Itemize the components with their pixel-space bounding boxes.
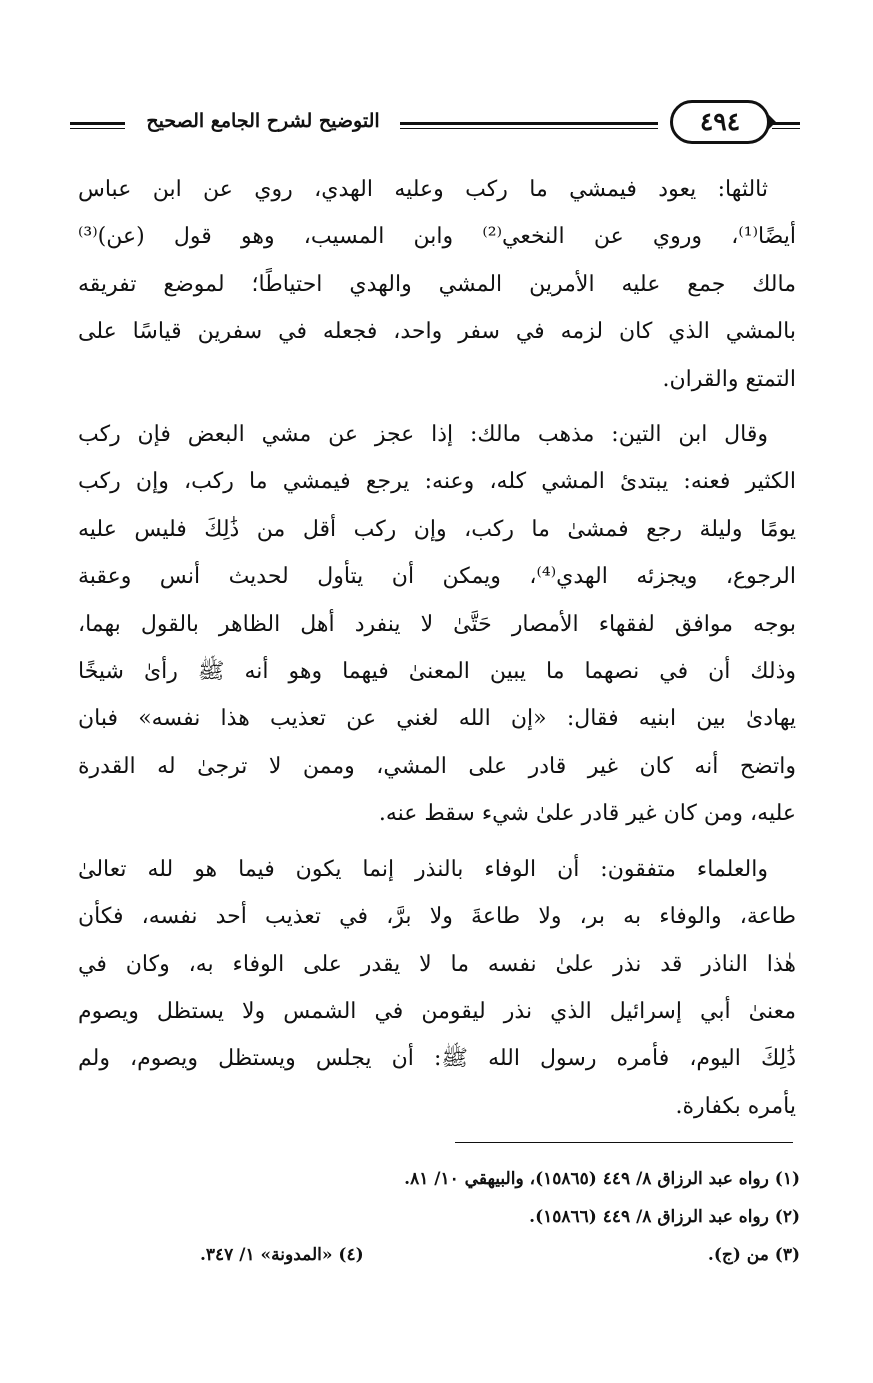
text-line: بوجه موافق لفقهاء الأمصار حَتَّىٰ لا ينفرد أهل الظاهر بالقول بهما، xyxy=(78,611,796,637)
footnotes xyxy=(160,1160,800,1274)
text-line: الكثير فعنه: يبتدئ المشي كله، وعنه: يرجع فيمشي ما ركب، وإن ركب xyxy=(78,469,796,495)
header-rule-right xyxy=(772,122,800,129)
footnote-3: (٣) من (ج). xyxy=(707,1245,800,1265)
text-line: هٰذا الناذر قد نذر علىٰ نفسه ما لا يقدر على الوفاء به، وكان في xyxy=(78,951,796,977)
paragraph-2 xyxy=(78,411,796,838)
main-text xyxy=(78,166,796,1138)
paragraph-1 xyxy=(78,166,796,403)
header-rule-middle xyxy=(400,122,658,129)
text-line: والعلماء متفقون: أن الوفاء بالنذر إنما يكون فيما هو لله تعالىٰ xyxy=(78,856,768,882)
text-line: الرجوع، ويجزئه الهدي⁽⁴⁾، ويمكن أن يتأول لحديث أنس وعقبة xyxy=(78,564,796,590)
text-line: طاعة، والوفاء به بر، ولا طاعةَ ولا برَّ، في تعذيب أحد نفسه، فكأن xyxy=(78,904,796,930)
page-number-badge: ٤٩٤ xyxy=(670,100,770,144)
footnote-2: (٢) رواه عبد الرزاق ٨/ ٤٤٩ (١٥٨٦٦). xyxy=(529,1207,800,1227)
footnote-divider xyxy=(455,1142,793,1143)
text-line: وذلك أن في نصهما ما يبين المعنىٰ فيهما وهو أنه ﷺ رأىٰ شيخًا xyxy=(78,659,796,685)
text-line: واتضح أنه كان غير قادر على المشي، وممن لا ترجىٰ له القدرة xyxy=(78,753,796,779)
text-line: التمتع والقران. xyxy=(662,366,796,392)
text-line: معنىٰ أبي إسرائيل الذي نذر ليقومن في الشمس ولا يستظل ويصوم xyxy=(78,998,796,1024)
text-line: ذَٰلِكَ اليوم، فأمره رسول الله ﷺ: أن يجلس ويستظل ويصوم، ولم xyxy=(78,1046,796,1072)
paragraph-3 xyxy=(78,846,796,1130)
footnote-row xyxy=(160,1236,800,1274)
text-line: يأمره بكفارة. xyxy=(675,1093,796,1119)
text-line: مالك جمع عليه الأمرين المشي والهدي احتياطًا؛ لموضع تفريقه xyxy=(78,271,796,297)
text-line: وقال ابن التين: مذهب مالك: إذا عجز عن مشي البعض فإن ركب xyxy=(78,422,768,448)
page-header xyxy=(70,100,800,152)
header-rule-left xyxy=(70,122,125,129)
book-title: التوضيح لشرح الجامع الصحيح xyxy=(146,110,380,132)
text-line: يومًا وليلة رجع فمشىٰ ما ركب، وإن ركب أقل من ذَٰلِكَ فليس عليه xyxy=(78,516,796,542)
text-line: أيضًا⁽¹⁾، وروي عن النخعي⁽²⁾ وابن المسيب، وهو قول (عن)⁽³⁾ xyxy=(78,224,796,250)
footnote-1: (١) رواه عبد الرزاق ٨/ ٤٤٩ (١٥٨٦٥)، والبيهقي ١٠/ ٨١. xyxy=(404,1169,800,1189)
text-line: عليه، ومن كان غير قادر علىٰ شيء سقط عنه. xyxy=(378,801,796,827)
text-line: ثالثها: يعود فيمشي ما ركب وعليه الهدي، روي عن ابن عباس xyxy=(78,177,768,202)
text-line: يهادىٰ بين ابنيه فقال: «إن الله لغني عن تعذيب هذا نفسه» فبان xyxy=(78,706,796,732)
text-line: بالمشي الذي كان لزمه في سفر واحد، فجعله في سفرين قياسًا على xyxy=(78,319,796,345)
footnote-4: (٤) «المدونة» ١/ ٣٤٧. xyxy=(200,1245,364,1265)
